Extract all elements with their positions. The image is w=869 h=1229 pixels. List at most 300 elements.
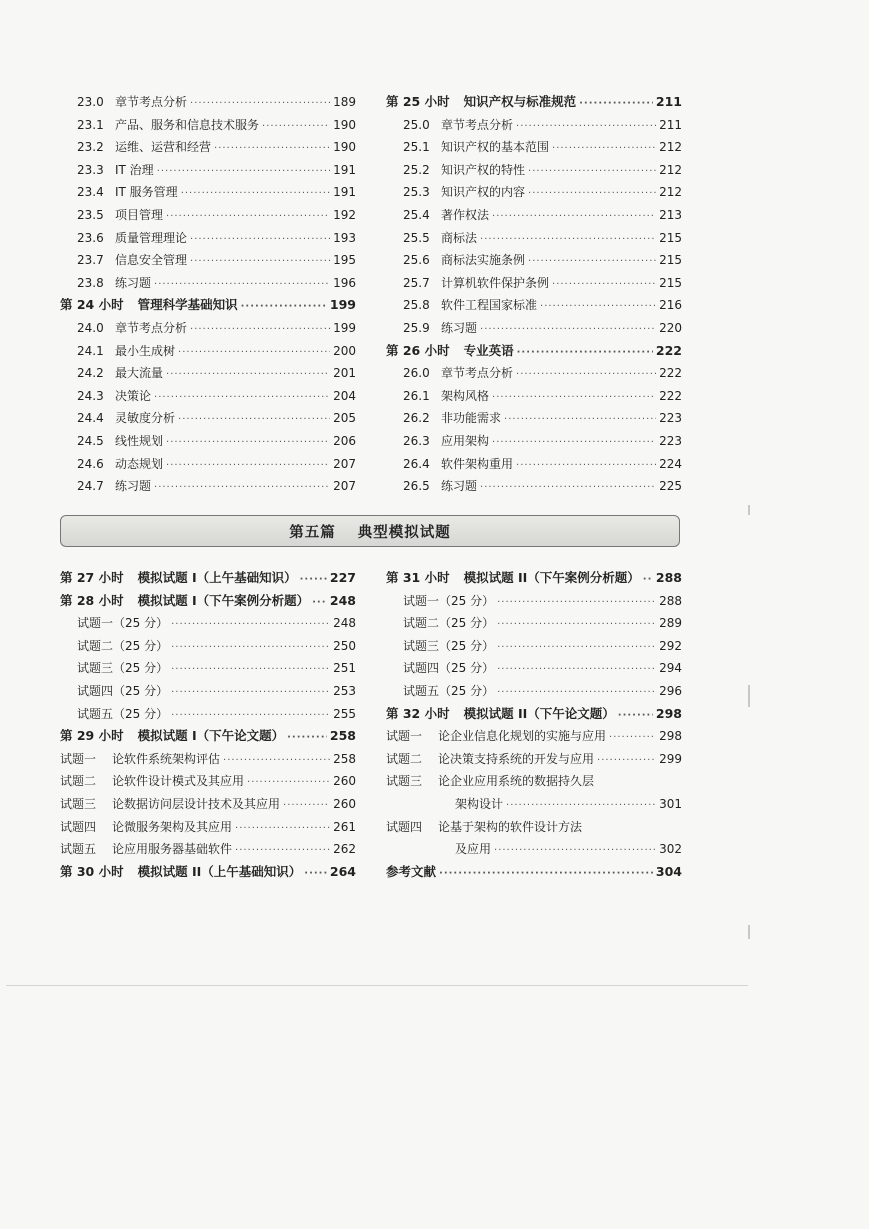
toc-entry (60, 340, 356, 363)
entry-page-number: 220 (659, 320, 682, 335)
dot-leader (171, 682, 330, 705)
toc-entry (386, 430, 682, 453)
dot-leader (283, 795, 330, 818)
toc-entry (386, 590, 682, 613)
toc-entry (386, 635, 682, 658)
entry-number: 第 29 小时 (60, 728, 124, 744)
entry-title: 商标法实施条例 (441, 253, 526, 268)
dot-leader (516, 364, 656, 387)
toc-entry (386, 748, 682, 771)
dot-leader (480, 477, 656, 500)
dot-leader (235, 818, 330, 841)
toc-entry (60, 317, 356, 340)
dot-leader (154, 477, 330, 500)
entry-page-number: 260 (333, 796, 356, 811)
entry-title: 章节考点分析 (115, 95, 188, 109)
entry-page-number: 222 (659, 366, 682, 381)
entry-page-number: 248 (333, 616, 356, 631)
dot-leader (312, 592, 327, 615)
dot-leader (492, 432, 656, 455)
entry-title: 模拟试题 I（下午论文题） (137, 728, 285, 744)
dot-leader (157, 161, 330, 184)
dot-leader (552, 274, 656, 297)
entry-title: 章节考点分析 (441, 117, 514, 132)
entry-title: 计算机软件保护条例 (441, 275, 550, 290)
dot-leader (597, 750, 656, 773)
toc-entry (60, 793, 356, 816)
entry-title: 知识产权的内容 (441, 185, 526, 200)
toc-entry (386, 407, 682, 430)
entry-number: 试题三 (60, 796, 97, 811)
toc-entry (60, 816, 356, 839)
entry-number: 试题四 (60, 819, 97, 834)
entry-page-number: 201 (333, 366, 356, 381)
entry-page-number: 264 (329, 863, 356, 879)
entry-title: 试题一（25 分） (77, 616, 169, 631)
scan-mark (748, 685, 750, 707)
entry-number: 25.2 (403, 162, 430, 177)
dot-leader (190, 319, 330, 342)
entry-page-number: 289 (659, 616, 682, 631)
toc-entry (386, 249, 682, 272)
entry-page-number: 199 (329, 297, 356, 313)
entry-title: 论企业应用系统的数据持久层 (438, 774, 595, 789)
entry-page-number: 260 (333, 774, 356, 789)
toc-entry (386, 680, 682, 703)
toc-entry (386, 816, 682, 839)
toc-entry (60, 635, 356, 658)
dot-leader (223, 750, 330, 773)
entry-title: 论数据访问层设计技术及其应用 (112, 796, 281, 811)
entry-title: IT 治理 (115, 162, 154, 177)
entry-number: 25.7 (403, 275, 430, 290)
dot-leader (171, 659, 330, 682)
toc-entry (386, 114, 682, 137)
toc-entry (60, 770, 356, 793)
entry-number: 25.6 (403, 253, 430, 268)
toc-entry (386, 317, 682, 340)
toc-entry (60, 272, 356, 295)
entry-title: 产品、服务和信息技术服务 (115, 117, 260, 132)
entry-page-number: 296 (659, 683, 682, 698)
entry-title: 架构设计 (455, 796, 504, 811)
entry-page-number: 222 (659, 388, 682, 403)
dot-leader (618, 705, 653, 728)
toc-entry (386, 475, 682, 498)
entry-number: 25.3 (403, 185, 430, 200)
entry-page-number: 222 (655, 342, 682, 358)
entry-page-number: 190 (333, 117, 356, 132)
dot-leader (643, 569, 653, 592)
entry-title: 试题四（25 分） (77, 683, 169, 698)
entry-page-number: 253 (333, 683, 356, 698)
entry-title: 软件架构重用 (441, 456, 514, 471)
entry-number: 23.1 (77, 117, 104, 132)
section-label: 第五篇 (289, 524, 336, 541)
entry-title: 知识产权的基本范围 (441, 140, 550, 155)
dot-leader (516, 116, 656, 139)
toc-entry (60, 385, 356, 408)
entry-number: 23.6 (77, 230, 104, 245)
toc-entry (60, 748, 356, 771)
entry-number: 24.6 (77, 456, 104, 471)
entry-page-number: 207 (333, 479, 356, 494)
dot-leader (540, 296, 656, 319)
dot-leader (497, 682, 656, 705)
entry-page-number: 215 (659, 253, 682, 268)
dot-leader (166, 432, 330, 455)
entry-page-number: 216 (659, 298, 682, 313)
entry-number: 试题五 (60, 842, 97, 857)
entry-page-number: 251 (333, 661, 356, 676)
dot-leader (241, 296, 327, 319)
dot-leader (190, 93, 330, 116)
dot-leader (480, 229, 656, 252)
toc-entry (60, 453, 356, 476)
toc-entry (386, 453, 682, 476)
entry-number: 26.5 (403, 479, 430, 494)
toc-entry (386, 838, 682, 861)
entry-number: 24.4 (77, 411, 104, 426)
entry-page-number: 191 (333, 185, 356, 200)
toc-entry (386, 385, 682, 408)
entry-page-number: 213 (659, 207, 682, 222)
entry-title: 商标法 (441, 230, 478, 245)
entry-title: 模拟试题 II（上午基础知识） (137, 863, 302, 879)
entry-page-number: 258 (333, 751, 356, 766)
toc-entry (386, 181, 682, 204)
dot-leader (190, 251, 330, 274)
entry-number: 第 30 小时 (60, 863, 124, 879)
entry-title: 试题三（25 分） (77, 661, 169, 676)
entry-page-number: 292 (659, 638, 682, 653)
entry-title: 线性规划 (115, 433, 164, 448)
entry-title: 信息安全管理 (115, 253, 188, 268)
entry-title: 试题五（25 分） (77, 706, 169, 721)
toc-chapter-entry (386, 567, 682, 590)
toc-lower-left (60, 567, 356, 883)
toc-entry (60, 703, 356, 726)
entry-number: 25.1 (403, 140, 430, 155)
entry-title: 模拟试题 I（下午案例分析题） (137, 592, 310, 608)
entry-page-number: 211 (659, 117, 682, 132)
entry-page-number: 261 (333, 819, 356, 834)
toc-entry (60, 612, 356, 635)
toc-chapter-entry (60, 590, 356, 613)
toc-entry (60, 136, 356, 159)
toc-entry (386, 362, 682, 385)
entry-page-number: 225 (659, 479, 682, 494)
entry-page-number: 199 (333, 320, 356, 335)
dot-leader (579, 93, 653, 116)
entry-page-number: 288 (655, 570, 682, 585)
entry-number: 第 32 小时 (386, 705, 450, 721)
scan-mark (748, 925, 750, 939)
entry-title: 论应用服务器基础软件 (112, 842, 233, 857)
dot-leader (166, 455, 330, 478)
entry-page-number: 193 (333, 230, 356, 245)
entry-title: 论软件设计模式及其应用 (112, 774, 245, 789)
entry-number: 试题二 (386, 751, 423, 766)
entry-number: 试题四 (386, 819, 423, 834)
dot-leader (552, 138, 656, 161)
toc-entry (386, 272, 682, 295)
entry-title: 论决策支持系统的开发与应用 (438, 751, 595, 766)
entry-title: 模拟试题 II（下午案例分析题） (463, 570, 640, 585)
entry-page-number: 294 (659, 661, 682, 676)
entry-page-number: 212 (659, 162, 682, 177)
entry-title: 及应用 (455, 842, 492, 857)
entry-title: 练习题 (115, 275, 152, 290)
entry-title: 软件工程国家标准 (441, 298, 538, 313)
toc-entry (386, 657, 682, 680)
entry-title: 模拟试题 I（上午基础知识） (137, 570, 297, 585)
dot-leader (497, 659, 656, 682)
entry-number: 26.4 (403, 456, 430, 471)
toc-entry (60, 838, 356, 861)
toc-chapter-entry (386, 703, 682, 726)
dot-leader (154, 387, 330, 410)
dot-leader (506, 795, 656, 818)
entry-number: 26.3 (403, 433, 430, 448)
entry-page-number: 304 (655, 863, 682, 879)
entry-number: 25.0 (403, 117, 430, 132)
dot-leader (494, 840, 656, 863)
entry-title: 运维、运营和经营 (115, 140, 212, 155)
toc-entry (60, 91, 356, 114)
entry-number: 25.8 (403, 298, 430, 313)
entry-number: 24.2 (77, 366, 104, 381)
entry-page-number: 204 (333, 388, 356, 403)
entry-page-number: 212 (659, 185, 682, 200)
entry-title: 专业英语 (463, 342, 514, 358)
entry-number: 23.0 (77, 95, 104, 109)
entry-number: 25.9 (403, 320, 430, 335)
entry-title: 灵敏度分析 (115, 411, 176, 426)
dot-leader (214, 138, 330, 161)
entry-title: 最小生成树 (115, 343, 176, 358)
entry-title: 试题一（25 分） (403, 593, 495, 608)
dot-leader (516, 455, 656, 478)
toc-entry (60, 362, 356, 385)
entry-page-number: 250 (333, 638, 356, 653)
entry-number: 24.5 (77, 433, 104, 448)
entry-number: 24.7 (77, 479, 104, 494)
toc-entry (60, 430, 356, 453)
toc-entry (60, 204, 356, 227)
dot-leader (528, 161, 656, 184)
entry-title: 知识产权的特性 (441, 162, 526, 177)
toc-entry (386, 770, 682, 793)
entry-page-number: 212 (659, 140, 682, 155)
toc-entry (60, 249, 356, 272)
entry-page-number: 262 (333, 842, 356, 857)
dot-leader (492, 387, 656, 410)
entry-page-number: 223 (659, 411, 682, 426)
toc-chapter-entry (60, 567, 356, 590)
entry-title: 参考文献 (386, 863, 437, 879)
entry-page-number: 211 (655, 94, 682, 109)
entry-title: 试题三（25 分） (403, 638, 495, 653)
entry-page-number: 192 (333, 207, 356, 222)
toc-entry (386, 227, 682, 250)
dot-leader (497, 592, 656, 615)
entry-number: 23.8 (77, 275, 104, 290)
entry-page-number: 205 (333, 411, 356, 426)
scan-mark (748, 505, 750, 515)
entry-number: 23.2 (77, 140, 104, 155)
entry-number: 第 25 小时 (386, 94, 450, 109)
entry-title: 知识产权与标准规范 (463, 94, 577, 109)
toc-entry (60, 475, 356, 498)
entry-page-number: 215 (659, 230, 682, 245)
entry-title: 论企业信息化规划的实施与应用 (438, 729, 607, 744)
entry-title: 模拟试题 II（下午论文题） (463, 705, 615, 721)
dot-leader (171, 637, 330, 660)
entry-number: 25.4 (403, 207, 430, 222)
entry-title: 练习题 (115, 479, 152, 494)
entry-page-number: 255 (333, 706, 356, 721)
entry-page-number: 195 (333, 253, 356, 268)
dot-leader (504, 409, 656, 432)
entry-number: 试题一 (386, 729, 423, 744)
entry-number: 第 28 小时 (60, 592, 124, 608)
entry-page-number: 196 (333, 275, 356, 290)
toc-entry (60, 680, 356, 703)
toc-entry (60, 114, 356, 137)
entry-number: 第 31 小时 (386, 570, 450, 585)
entry-number: 24.3 (77, 388, 104, 403)
entry-number: 第 26 小时 (386, 342, 450, 358)
entry-title: 章节考点分析 (441, 366, 514, 381)
entry-page-number: 302 (659, 842, 682, 857)
entry-title: 论基于架构的软件设计方法 (438, 819, 583, 834)
scan-edge-line (6, 985, 748, 986)
toc-entry (60, 407, 356, 430)
entry-page-number: 224 (659, 456, 682, 471)
entry-page-number: 189 (333, 95, 356, 109)
dot-leader (171, 614, 330, 637)
dot-leader (304, 863, 327, 886)
entry-title: IT 服务管理 (115, 185, 178, 200)
entry-title: 论微服务架构及其应用 (112, 819, 233, 834)
toc-upper-right (386, 91, 682, 498)
entry-page-number: 298 (659, 729, 682, 744)
entry-number: 24.0 (77, 320, 104, 335)
entry-number: 23.4 (77, 185, 104, 200)
entry-page-number: 206 (333, 433, 356, 448)
entry-number: 26.0 (403, 366, 430, 381)
entry-number: 23.3 (77, 162, 104, 177)
entry-number: 试题二 (60, 774, 97, 789)
entry-title: 管理科学基础知识 (137, 297, 238, 313)
entry-title: 著作权法 (441, 207, 490, 222)
entry-number: 第 27 小时 (60, 570, 124, 585)
entry-title: 架构风格 (441, 388, 490, 403)
entry-number: 24.1 (77, 343, 104, 358)
entry-title: 应用架构 (441, 433, 490, 448)
entry-title: 项目管理 (115, 207, 164, 222)
entry-page-number: 215 (659, 275, 682, 290)
toc-upper-left (60, 91, 356, 498)
entry-page-number: 298 (655, 705, 682, 721)
dot-leader (247, 772, 330, 795)
entry-number: 试题三 (386, 774, 423, 789)
dot-leader (166, 364, 330, 387)
entry-title: 试题五（25 分） (403, 683, 495, 698)
entry-number: 26.2 (403, 411, 430, 426)
toc-entry (386, 204, 682, 227)
toc-entry (60, 227, 356, 250)
dot-leader (178, 409, 330, 432)
entry-page-number: 299 (659, 751, 682, 766)
dot-leader (181, 183, 330, 206)
dot-leader (300, 569, 327, 592)
dot-leader (517, 342, 653, 365)
entry-title: 试题二（25 分） (403, 616, 495, 631)
entry-page-number: 301 (659, 796, 682, 811)
entry-page-number: 288 (659, 593, 682, 608)
dot-leader (528, 183, 656, 206)
dot-leader (528, 251, 656, 274)
dot-leader (439, 863, 653, 886)
toc-entry (386, 294, 682, 317)
entry-title: 最大流量 (115, 366, 164, 381)
toc-chapter-entry (60, 861, 356, 884)
toc-chapter-entry (386, 340, 682, 363)
toc-lower-right (386, 567, 682, 883)
section-title: 典型模拟试题 (357, 524, 451, 541)
entry-page-number: 191 (333, 162, 356, 177)
entry-title: 非功能需求 (441, 411, 502, 426)
entry-title: 决策论 (115, 388, 152, 403)
entry-page-number: 248 (329, 592, 356, 608)
section-banner (60, 515, 680, 547)
entry-title: 试题四（25 分） (403, 661, 495, 676)
entry-page-number: 227 (329, 570, 356, 585)
entry-number: 第 24 小时 (60, 297, 124, 313)
dot-leader (154, 274, 330, 297)
toc-chapter-entry (386, 91, 682, 114)
toc-chapter-entry (60, 294, 356, 317)
toc-entry (386, 725, 682, 748)
toc-entry (60, 657, 356, 680)
dot-leader (287, 727, 327, 750)
toc-entry (60, 159, 356, 182)
toc-entry (386, 793, 682, 816)
entry-number: 25.5 (403, 230, 430, 245)
dot-leader (492, 206, 656, 229)
dot-leader (609, 727, 656, 750)
toc-chapter-entry (386, 861, 682, 884)
entry-title: 论软件系统架构评估 (112, 751, 221, 766)
toc-entry (386, 612, 682, 635)
toc-entry (386, 159, 682, 182)
entry-number: 试题一 (60, 751, 97, 766)
entry-title: 试题二（25 分） (77, 638, 169, 653)
dot-leader (190, 229, 330, 252)
entry-page-number: 258 (329, 728, 356, 744)
dot-leader (235, 840, 330, 863)
dot-leader (171, 705, 330, 728)
dot-leader (166, 206, 330, 229)
entry-page-number: 190 (333, 140, 356, 155)
entry-page-number: 223 (659, 433, 682, 448)
toc-chapter-entry (60, 725, 356, 748)
entry-number: 23.5 (77, 207, 104, 222)
entry-title: 练习题 (441, 320, 478, 335)
entry-title: 质量管理理论 (115, 230, 188, 245)
